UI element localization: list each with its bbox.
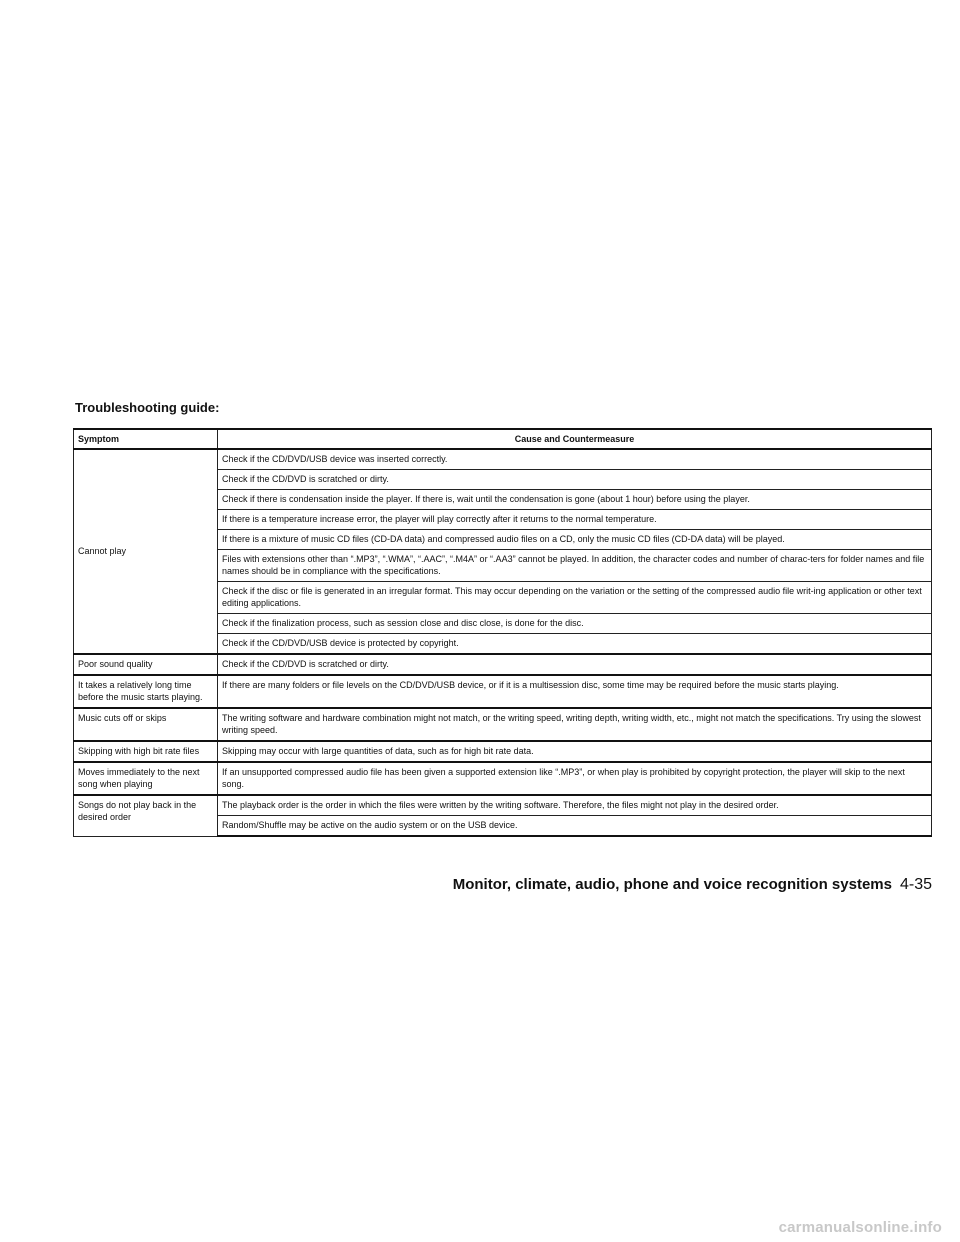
table-row bbox=[74, 654, 932, 675]
page-footer bbox=[453, 876, 932, 894]
cause-cell: Check if the CD/DVD/USB device was inserted correctly. bbox=[218, 449, 932, 470]
symptom-cell: Cannot play bbox=[74, 449, 218, 654]
cause-cell: If there are many folders or file levels on the CD/DVD/USB device, or if it is a multisession disc, some time may be required before the music starts playing. bbox=[218, 675, 932, 708]
section-title: Troubleshooting guide: bbox=[75, 400, 220, 415]
cause-cell: The writing software and hardware combination might not match, or the writing speed, writing depth, writing width, etc., might not match the specifications. Try using the slowest writing speed. bbox=[218, 708, 932, 741]
cause-cell: If an unsupported compressed audio file has been given a supported extension like “.MP3”, or when play is prohibited by copyright protection, the player will skip to the next song. bbox=[218, 762, 932, 795]
troubleshooting-table bbox=[73, 428, 932, 837]
cause-cell: Check if the disc or file is generated in an irregular format. This may occur depending on the variation or the setting of the compressed audio file writ-ing application or other text editing applications. bbox=[218, 582, 932, 614]
cause-cell: Check if the CD/DVD is scratched or dirty. bbox=[218, 654, 932, 675]
table-header-row bbox=[74, 429, 932, 449]
page-number: 4-35 bbox=[899, 876, 932, 893]
symptom-cell: Moves immediately to the next song when playing bbox=[74, 762, 218, 795]
table-row bbox=[74, 741, 932, 762]
table-row bbox=[74, 762, 932, 795]
cause-cell: If there is a temperature increase error, the player will play correctly after it returns to the normal temperature. bbox=[218, 510, 932, 530]
table-row bbox=[74, 675, 932, 708]
table-row bbox=[74, 708, 932, 741]
cause-cell: If there is a mixture of music CD files (CD-DA data) and compressed audio files on a CD, only the music CD files (CD-DA data) will be played. bbox=[218, 530, 932, 550]
symptom-cell: Poor sound quality bbox=[74, 654, 218, 675]
table-row bbox=[74, 795, 932, 816]
symptom-cell: Skipping with high bit rate files bbox=[74, 741, 218, 762]
symptom-cell: Songs do not play back in the desired order bbox=[74, 795, 218, 836]
cause-cell: Files with extensions other than “.MP3”, “.WMA”, “.AAC”, “.M4A” or “.AA3” cannot be played. In addition, the character codes and number of charac-ters for folder names and file names should be in compliance with the specifications. bbox=[218, 550, 932, 582]
cause-column-header: Cause and Countermeasure bbox=[218, 429, 932, 449]
watermark: carmanualsonline.info bbox=[778, 1219, 942, 1236]
symptom-cell: It takes a relatively long time before the music starts playing. bbox=[74, 675, 218, 708]
cause-cell: Skipping may occur with large quantities of data, such as for high bit rate data. bbox=[218, 741, 932, 762]
cause-cell: Random/Shuffle may be active on the audio system or on the USB device. bbox=[218, 816, 932, 837]
symptom-cell: Music cuts off or skips bbox=[74, 708, 218, 741]
cause-cell: Check if the finalization process, such as session close and disc close, is done for the disc. bbox=[218, 614, 932, 634]
chapter-title: Monitor, climate, audio, phone and voice recognition systems bbox=[452, 876, 892, 893]
cause-cell: Check if the CD/DVD/USB device is protected by copyright. bbox=[218, 634, 932, 655]
cause-cell: Check if the CD/DVD is scratched or dirty. bbox=[218, 470, 932, 490]
cause-cell: The playback order is the order in which the files were written by the writing software. Therefore, the files might not play in the desired order. bbox=[218, 795, 932, 816]
symptom-column-header: Symptom bbox=[74, 429, 218, 449]
cause-cell: Check if there is condensation inside the player. If there is, wait until the condensation is gone (about 1 hour) before using the player. bbox=[218, 490, 932, 510]
table-row bbox=[74, 449, 932, 470]
